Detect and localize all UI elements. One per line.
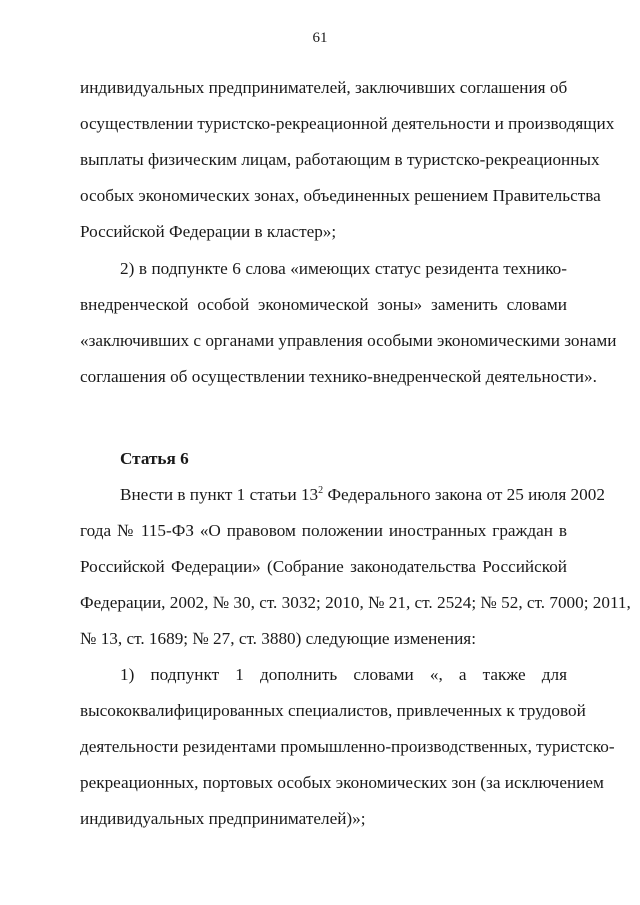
paragraph-item-2 [80,251,617,395]
text-line [80,477,605,513]
text-line: индивидуальных предпринимателей)»; [80,809,366,828]
text-line: «заключивших с органами управления особыми экономическими зонами [80,331,617,350]
document-body [80,70,631,837]
paragraph-continuation [80,70,615,250]
section-spacer [80,395,567,437]
paragraph-item-1 [80,657,615,837]
text-fragment: Федерального закона от 25 июля 2002 [323,485,605,504]
text-line: Российской Федерации» (Собрание законодательства Российской [80,557,567,576]
text-line: осуществлении туристско-рекреационной деятельности и производящих [80,114,615,133]
text-line: рекреационных, портовых особых экономических зон (за исключением [80,773,604,792]
article-heading: Статья 6 [120,449,189,468]
text-line: № 13, ст. 1689; № 27, ст. 3880) следующие изменения: [80,629,476,648]
text-line: Федерации, 2002, № 30, ст. 3032; 2010, № 21, ст. 2524; № 52, ст. 7000; 2011, [80,593,631,612]
text-line: деятельности резидентами промышленно-производственных, туристско- [80,737,615,756]
text-line: Российской Федерации в кластер»; [80,222,337,241]
text-fragment: Внести в пункт 1 статьи 13 [120,485,319,504]
text-line: года № 115-ФЗ «О правовом положении иностранных граждан в [80,521,567,540]
page-number: 61 [312,30,328,46]
paragraph-article-intro [80,477,631,657]
text-line: высококвалифицированных специалистов, привлеченных к трудовой [80,701,586,720]
text-line: особых экономических зонах, объединенных решением Правительства [80,186,601,205]
superscript: 2 [318,485,324,496]
text-line: внедренческой особой экономической зоны» заменить словами [80,295,567,314]
text-line: индивидуальных предпринимателей, заключивших соглашения об [80,78,568,97]
text-line: выплаты физическим лицам, работающим в туристско-рекреационных [80,150,600,169]
text-line: 2) в подпункте 6 слова «имеющих статус резидента технико- [120,259,567,278]
text-line: 1) подпункт 1 дополнить словами «, а также для [120,665,567,684]
text-line: соглашения об осуществлении технико-внедренческой деятельности». [80,367,597,386]
